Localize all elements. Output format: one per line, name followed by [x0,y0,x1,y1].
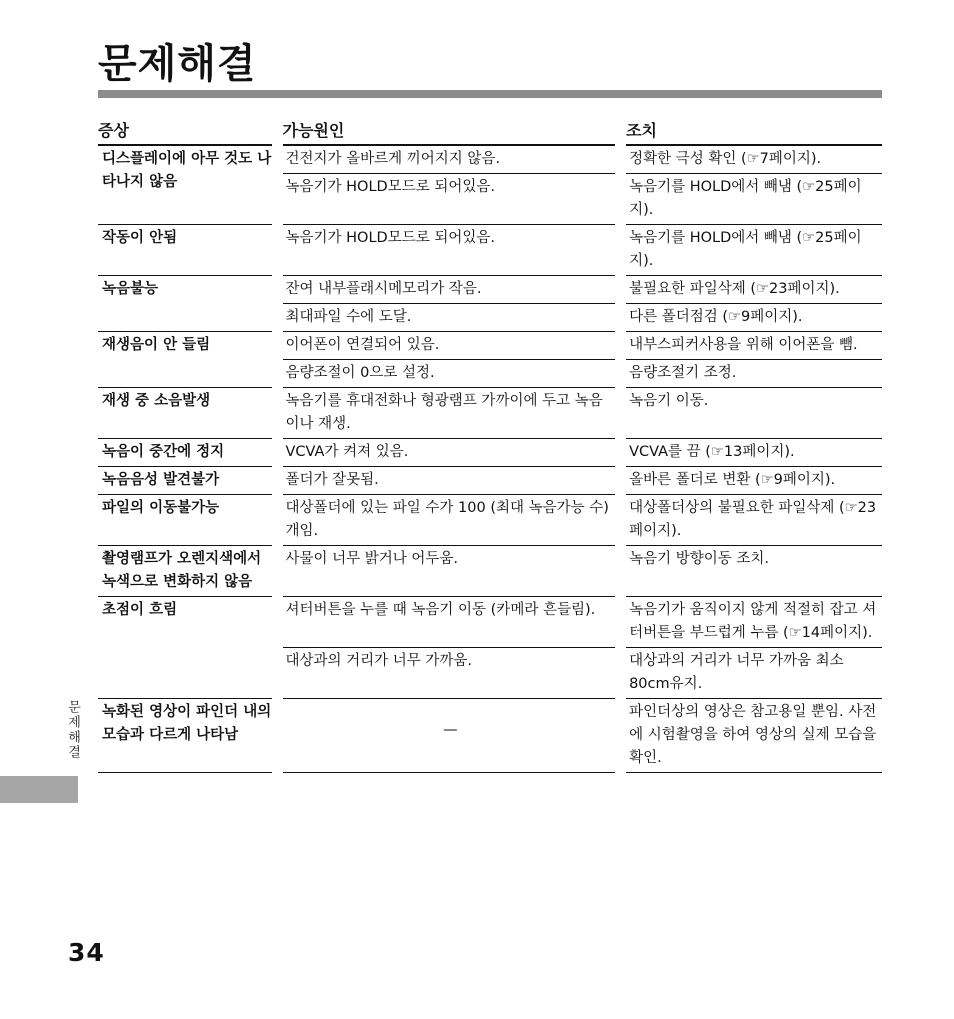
symptom-cell: 디스플레이에 아무 것도 나타나지 않음 [102,151,272,190]
symptom-cell: 재생음이 안 들림 [98,331,272,387]
table-row [98,146,882,173]
cause-cell: VCVA가 켜져 있음. [283,438,616,466]
action-cell: 불필요한 파일삭제 (☞23페이지). [626,275,882,303]
table-row [98,387,882,438]
table-row [98,275,882,303]
symptom-cell: 녹음불능 [98,275,272,331]
cause-cell: 최대파일 수에 도달. [283,303,616,331]
table-row [98,438,882,466]
action-cell: VCVA를 끔 (☞13페이지). [626,438,882,466]
symptom-cell: 파일의 이동불가능 [98,494,272,545]
table-row [98,224,882,275]
symptom-cell: 녹음음성 발견불가 [98,466,272,494]
cause-cell: 음량조절이 0으로 설정. [283,359,616,387]
table-row [98,494,882,545]
cause-cell: 잔여 내부플래시메모리가 작음. [283,275,616,303]
table-row [98,331,882,359]
action-cell: 녹음기가 움직이지 않게 적절히 잡고 셔터버튼을 부드럽게 누름 (☞14페이지). [626,596,882,647]
cause-cell: 셔터버튼을 누를 때 녹음기 이동 (카메라 흔들림). [283,596,616,647]
no-cause-dash: — [443,722,458,738]
symptom-cell: 녹음이 중간에 정지 [98,438,272,466]
header-cause: 가능원인 [283,118,616,146]
action-cell: 대상과의 거리가 너무 가까움 최소 80cm유지. [626,647,882,698]
symptom-cell: 촬영램프가 오렌지색에서 녹색으로 변화하지 않음 [98,545,272,596]
header-action: 조치 [626,118,882,146]
page-number: 34 [68,938,105,967]
table-row [98,596,882,647]
table-row [98,545,882,596]
table-row [98,698,882,773]
action-cell: 대상폴더상의 불필요한 파일삭제 (☞23페이지). [626,494,882,545]
page-title: 문제해결 [98,41,257,87]
action-cell: 음량조절기 조정. [626,359,882,387]
table-header-row [98,118,882,146]
action-cell: 올바른 폴더로 변환 (☞9페이지). [626,466,882,494]
action-cell: 내부스피커사용을 위해 이어폰을 뺌. [626,331,882,359]
cause-cell: 이어폰이 연결되어 있음. [283,331,616,359]
symptom-cell: 재생 중 소음발생 [98,387,272,438]
action-cell: 녹음기를 HOLD에서 빼냄 (☞25페이지). [626,173,882,224]
cause-cell: 건전지가 올바르게 끼어지지 않음. [285,151,501,167]
cause-cell: 사물이 너무 밝거나 어두움. [283,545,616,596]
side-section-tab [0,776,78,803]
action-cell: 다른 폴더점검 (☞9페이지). [626,303,882,331]
table-body [98,146,882,773]
cause-cell [283,698,616,773]
action-cell: 녹음기 이동. [626,387,882,438]
cause-cell: 대상폴더에 있는 파일 수가 100 (최대 녹음가능 수) 개임. [283,494,616,545]
title-underline-bar [98,90,882,98]
action-cell: 녹음기를 HOLD에서 빼냄 (☞25페이지). [626,224,882,275]
symptom-cell: 초점이 흐림 [98,596,272,698]
troubleshooting-table [98,118,882,773]
action-cell: 녹음기 방향이동 조치. [626,545,882,596]
symptom-cell: 녹화된 영상이 파인더 내의 모습과 다르게 나타남 [98,698,272,773]
cause-cell: 녹음기를 휴대전화나 형광램프 가까이에 두고 녹음이나 재생. [283,387,616,438]
action-cell: 파인더상의 영상은 참고용일 뿐임. 사전에 시험촬영을 하여 영상의 실제 모습을 확인. [626,698,882,773]
action-cell: 정확한 극성 확인 (☞7페이지). [629,151,822,167]
cause-cell: 녹음기가 HOLD모드로 되어있음. [283,224,616,275]
symptom-cell: 작동이 안됨 [98,224,272,275]
cause-cell: 폴더가 잘못됨. [283,466,616,494]
side-section-label: 문제해결 [65,700,80,760]
cause-cell: 대상과의 거리가 너무 가까움. [283,647,616,698]
table-row [98,466,882,494]
cause-cell: 녹음기가 HOLD모드로 되어있음. [283,173,616,224]
header-symptom: 증상 [98,118,272,146]
